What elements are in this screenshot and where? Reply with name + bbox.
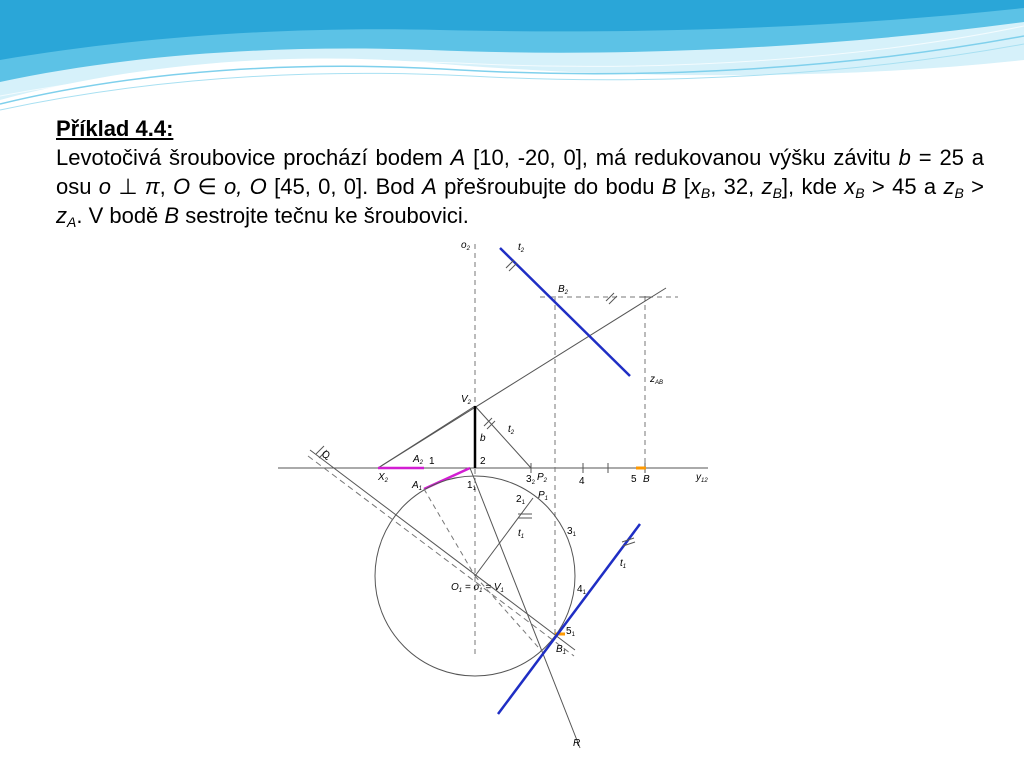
label-V2: $V_2$: [461, 394, 472, 406]
subscript-B: B: [855, 185, 865, 201]
label-3-1: $3_1$: [567, 526, 576, 538]
label-O1-o1-V1: $O_1 = o_1 = V_1$: [451, 582, 504, 594]
label-5: 5: [631, 474, 637, 485]
label-2-1: $2_1$: [516, 494, 525, 506]
point-B: B: [164, 203, 180, 228]
subscript-B: B: [772, 185, 782, 201]
point-A: A: [450, 145, 466, 170]
line-1-R: [470, 468, 580, 748]
label-R: R: [573, 738, 581, 749]
problem-text: ,: [236, 174, 250, 199]
problem-text: [: [676, 174, 690, 199]
problem-text: >: [963, 174, 984, 199]
problem-statement: [56, 143, 984, 230]
label-zAB: $z_{AB}$: [650, 374, 664, 386]
var-x: x: [844, 174, 856, 199]
label-2: 2: [480, 456, 486, 467]
line-Q-dashed: [308, 456, 574, 656]
line-A2-V2: [378, 406, 475, 468]
plane-pi: π: [144, 174, 160, 199]
label-A2: $A_2$: [413, 454, 424, 466]
problem-text: Levotočivá šroubovice prochází bodem: [56, 145, 451, 170]
label-B: B: [643, 474, 650, 485]
var-x: x: [689, 174, 701, 199]
problem-text: sestrojte tečnu ke šroubovici.: [179, 203, 469, 228]
axis-o: o: [223, 174, 237, 199]
problem-text: . V bodě: [76, 203, 165, 228]
var-z: z: [761, 174, 773, 199]
label-y12: $y_{12}$: [696, 472, 708, 484]
tangent-cone-generator: [378, 288, 666, 468]
label-b: b: [480, 433, 486, 444]
problem-text: , 32,: [710, 174, 762, 199]
subscript-B: B: [954, 185, 964, 201]
problem-text: ,: [159, 174, 174, 199]
label-t1-prime: $t_1$: [518, 528, 525, 540]
radius-A1-O1: [424, 489, 475, 576]
label-t1: $t_1$: [620, 558, 627, 570]
problem-text: = 25 a osu: [56, 145, 985, 199]
subscript-A: A: [67, 214, 77, 230]
label-1: 1: [429, 456, 435, 467]
point-O: O: [173, 174, 191, 199]
header-wave-decoration: [0, 0, 1024, 112]
label-P2: $P_2$: [537, 472, 548, 484]
var-z: z: [56, 203, 67, 228]
text-block: [56, 114, 984, 230]
problem-text: [45, 0, 0]. Bod: [266, 174, 423, 199]
element-symbol: ∈: [190, 174, 224, 199]
point-O: O: [249, 174, 267, 199]
problem-text: [10, -20, 0], má redukovanou výšku závitu: [465, 145, 899, 170]
label-B1: $B_1$: [556, 644, 567, 656]
var-z: z: [943, 174, 955, 199]
tangent-t1-blue: [498, 524, 640, 714]
subscript-B: B: [700, 185, 711, 201]
problem-text: ], kde: [781, 174, 845, 199]
point-B: B: [661, 174, 677, 199]
point-A: A: [422, 174, 437, 199]
problem-text: přešroubujte do bodu: [436, 174, 662, 199]
label-A1: $A_1$: [412, 480, 423, 492]
axis-o: o: [98, 174, 112, 199]
label-1-1: $1_1$: [467, 480, 476, 492]
label-4-1: $4_1$: [577, 584, 586, 596]
label-t2: $t_2$: [518, 242, 525, 254]
label-P1: $P_1$: [538, 490, 549, 502]
construction-drawing: [278, 236, 718, 758]
label-o2: $o_2$: [461, 240, 470, 252]
tangent-t2-blue: [500, 248, 630, 376]
label-4: 4: [579, 476, 585, 487]
example-title: Příklad 4.4:: [56, 116, 174, 141]
line-O1-P1: [475, 498, 533, 576]
perp-symbol: ⊥: [111, 174, 145, 199]
problem-text: > 45 a: [864, 174, 944, 199]
label-B2: $B_2$: [558, 284, 569, 296]
label-Q: Q: [322, 450, 330, 461]
label-X2: $X_2$: [378, 472, 389, 484]
label-3-2: $3_2$: [526, 474, 535, 486]
var-b: b: [898, 145, 911, 170]
label-5-1: $5_1$: [566, 626, 575, 638]
label-t2-prime: $t_2$: [508, 424, 515, 436]
